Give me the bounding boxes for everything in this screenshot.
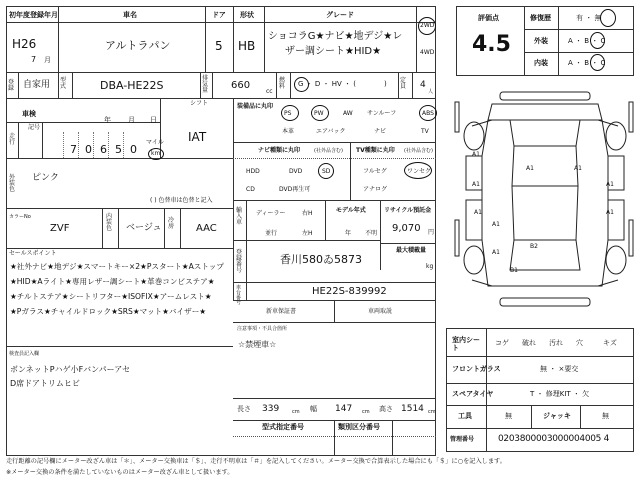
damage-mark: A1 <box>492 221 500 228</box>
damage-mark: A1 <box>472 181 480 188</box>
odometer-digit: 0 <box>85 143 92 156</box>
color-no-label: カラーNo <box>9 214 31 220</box>
car-damage-diagram <box>452 90 638 320</box>
damage-mark: B2 <box>530 243 538 250</box>
equipment-item: PS <box>284 110 292 117</box>
damage-mark: A1 <box>492 249 500 256</box>
import-parallel: 並行 <box>265 230 278 237</box>
tools-label: 工具 <box>458 412 472 420</box>
odometer-digit: 7 <box>70 143 77 156</box>
tv-note: (社外品含む) <box>404 148 433 154</box>
odometer-divider <box>78 132 79 158</box>
grade-line1: ショコラG★ナビ★地デジ★レ <box>268 31 403 42</box>
nav-dvd-play: DVD再生可 <box>279 186 311 193</box>
class-no-label: 類別区分番号 <box>338 423 380 431</box>
footer-note-2: ※メーター交換の条件を満たしていないものはメーター改ざん車として扱います。 <box>6 469 234 476</box>
model-year-unknown: 不明 <box>365 230 378 237</box>
tools-value: 無 <box>505 412 512 420</box>
jack-value: 無 <box>602 412 609 420</box>
exterior-note: ( ) 色替車は色替と記入 <box>150 197 213 204</box>
ac-label: 冷房 <box>168 217 175 230</box>
import-dealer: ディーラー <box>256 210 286 217</box>
import-label: 輸入車 <box>236 207 243 226</box>
damage-mark: A1 <box>606 181 614 188</box>
nav-cd: CD <box>246 186 255 193</box>
equipment-item: ABS <box>422 110 434 117</box>
import-left-hand: 左H <box>302 230 313 237</box>
sales-point-line: ★HID★Aライト★専用レザー調シート★革巻コンビステア★ <box>10 277 215 286</box>
grade-line2: ザー調シート★HID★ <box>285 46 382 57</box>
inspector-line1: ボンネットPハゲ小Fバンパーアセ <box>10 365 131 374</box>
score-value: 4.5 <box>472 32 511 57</box>
tv-fullseg: フルセグ <box>363 168 387 175</box>
first-reg-label: 初年度登録年月 <box>9 11 58 19</box>
shape-value: HB <box>238 39 256 53</box>
displacement-label: 排気量 <box>202 75 209 94</box>
front-glass-label: フロントガラス <box>452 365 501 373</box>
type-no-label: 型式指定番号 <box>262 423 304 431</box>
score-label: 評価点 <box>478 14 499 22</box>
shape-label: 形状 <box>240 11 254 19</box>
inspection-label: 車検 <box>22 110 36 118</box>
spare-tire-options: T ・ 修理KIT ・ 欠 <box>530 390 590 398</box>
import-right-hand: 右H <box>302 210 313 217</box>
nav-sd: SD <box>322 168 331 175</box>
interior-sheet-item: 破れ <box>522 339 536 347</box>
mgmt-number-label: 管理番号 <box>450 436 475 443</box>
tv-oneseg: ワンセグ <box>407 168 432 175</box>
sales-point-line: ★チルトステア★シートリフター★ISOFIX★アームレスト★ <box>10 292 212 301</box>
equipment-item: 本革 <box>282 128 295 135</box>
inspection-day-unit: 日 <box>150 116 157 124</box>
plate-label: 登録番号 <box>236 249 243 274</box>
damage-mark: A1 <box>472 151 480 158</box>
exterior-color: ピンク <box>32 173 59 183</box>
interior-grade-options: A ・ B ・ C <box>568 59 606 67</box>
height-value: 1514 <box>401 404 424 414</box>
interior-color-value: ベージュ <box>126 223 162 233</box>
recycle-yen: 円 <box>428 229 435 236</box>
length-unit: cm <box>292 409 300 415</box>
mgmt-number-value: 0203800003000004005 4 <box>498 434 610 444</box>
inspector-title: 検査員記入欄 <box>9 351 40 357</box>
odometer-digit: 5 <box>115 143 122 156</box>
inspection-month-unit: 月 <box>128 116 135 124</box>
height-unit: cm <box>428 409 436 415</box>
width-label: 幅 <box>310 405 317 413</box>
damage-mark: A1 <box>574 165 582 172</box>
person-unit: 人 <box>428 89 434 95</box>
chassis-number: HE22S-839992 <box>312 286 387 297</box>
chassis-label: 車台番号 <box>236 285 242 306</box>
model-label: 型式 <box>60 77 67 90</box>
nav-dvd: DVD <box>289 168 303 175</box>
km-unit: km <box>151 150 161 157</box>
repair-label: 修復歴 <box>530 14 551 22</box>
odometer-divider <box>123 132 124 158</box>
width-value: 147 <box>335 404 353 414</box>
usage-value: 自家用 <box>23 80 51 90</box>
ac-value: AAC <box>196 223 217 234</box>
model-year-label: モデル年式 <box>336 207 366 214</box>
equipment-item: PW <box>314 110 324 117</box>
grade-label: グレード <box>326 11 354 19</box>
mile-unit: マイル <box>146 139 164 146</box>
plate-number: 香川580ゐ5873 <box>280 253 362 266</box>
interior-sheet-item: コゲ <box>495 339 509 347</box>
car-name-label: 車名 <box>123 11 137 19</box>
damage-mark: A1 <box>526 165 534 172</box>
nav-note: (社外品含む) <box>314 148 343 154</box>
interior-sheet-item: キズ <box>603 339 617 347</box>
sales-point-line: ★社外ナビ★地デジ★スマートキー×2★Pスタート★Aストップ <box>10 262 224 271</box>
repair-circle <box>600 9 616 27</box>
equipment-item: AW <box>343 110 353 117</box>
exterior-label: 外装色 <box>9 174 16 193</box>
front-glass-options: 無 ・ ×要交 <box>540 365 579 373</box>
interior-sheet-item: 汚れ <box>549 339 563 347</box>
capacity-label: 定員 <box>400 77 407 90</box>
new-car-warranty: 新車保証書 <box>266 308 297 315</box>
drive-2wd: 2WD <box>420 22 435 29</box>
capacity-value: 4 <box>420 80 426 90</box>
length-label: 長さ <box>237 405 251 413</box>
exterior-grade-options: A ・ B ・ C <box>568 37 606 45</box>
notes-text: ☆禁煙車☆ <box>238 340 277 349</box>
odometer-divider <box>108 132 109 158</box>
sales-points-title: セールスポイント <box>9 250 57 257</box>
recycle-value: 9,070 <box>392 223 421 234</box>
interior-sheet-item: 穴 <box>576 339 583 347</box>
equipment-item: TV <box>421 128 429 135</box>
exterior-grade-label: 外装 <box>534 37 548 45</box>
inspection-year-unit: 年 <box>104 116 111 124</box>
footer-note-1: 走行距離の記号欄にメーター改ざん車は「＊」、メーター交換車は「＄」、走行不明車は「＃」を記入してください。メーター交換で合算表示した場合にも「＄」に○を記入します。 <box>6 458 506 465</box>
displacement-value: 660 <box>231 80 251 91</box>
length-value: 339 <box>262 404 280 414</box>
shift-label: シフト <box>190 100 209 107</box>
equipment-item: エアバック <box>316 128 346 135</box>
odometer-divider <box>93 132 94 158</box>
first-reg-month: 7 <box>31 55 37 64</box>
interior-grade-label: 内装 <box>534 59 548 67</box>
interior-sheet-label: 室内シート <box>452 336 480 353</box>
odometer-divider <box>63 132 64 158</box>
cert-label: 登録 <box>8 79 15 92</box>
color-no-value: ZVF <box>50 223 70 234</box>
memo-label: 記号 <box>28 124 41 131</box>
damage-mark: A1 <box>606 209 614 216</box>
jack-label: ジャッキ <box>543 412 571 420</box>
max-load-label: 最大積載量 <box>396 247 427 254</box>
sales-point-line: ★Pガラス★チャイルドロック★SRS★マット★バイザー★ <box>10 307 207 316</box>
max-load-kg: kg <box>426 263 434 270</box>
shift-value: IAT <box>188 130 207 144</box>
tv-title: TV種類に丸印 <box>356 147 395 154</box>
spare-tire-label: スペアタイヤ <box>452 390 494 398</box>
equipment-item: ナビ <box>374 128 387 135</box>
width-unit: cm <box>362 409 370 415</box>
notes-title: 注意事項・不具合箇所 <box>237 326 288 332</box>
tv-analog: アナログ <box>363 186 388 193</box>
doors-label: ドア <box>212 11 226 19</box>
vehicle-manual: 車両取説 <box>368 308 393 315</box>
model-year-unit: 年 <box>345 230 352 237</box>
equipment-item: サンルーフ <box>367 110 397 117</box>
odometer-digit: 0 <box>130 143 137 156</box>
cc-unit: cc <box>266 88 273 95</box>
first-reg-month-unit: 月 <box>44 56 51 64</box>
first-reg-year: H26 <box>12 37 37 51</box>
equipment-title: 装備品に丸印 <box>237 103 274 110</box>
drive-4wd: 4WD <box>420 49 435 56</box>
damage-mark: B1 <box>510 267 518 274</box>
inspector-line2: D席ドアトリムヒビ <box>10 379 80 388</box>
nav-hdd: HDD <box>246 168 260 175</box>
interior-color-label: 内装色 <box>106 213 113 232</box>
interior-grade-circle <box>590 54 605 71</box>
repair-options: 有 ・ 無 <box>576 14 602 22</box>
damage-mark: A1 <box>474 209 482 216</box>
doors-value: 5 <box>215 39 223 53</box>
recycle-label: リサイクル預託金 <box>384 207 432 214</box>
car-name: アルトラパン <box>105 39 171 52</box>
nav-title: ナビ種類に丸印 <box>258 147 301 154</box>
fuel-options: G ・ D ・ HV ・ ( ) <box>298 80 387 88</box>
exterior-grade-circle <box>590 32 605 49</box>
fuel-label: 燃料 <box>279 77 286 90</box>
model-value: DBA-HE22S <box>100 79 164 92</box>
odometer-digit: 6 <box>100 143 107 156</box>
mileage-label: 走行 <box>9 133 16 146</box>
height-label: 高さ <box>379 405 393 413</box>
